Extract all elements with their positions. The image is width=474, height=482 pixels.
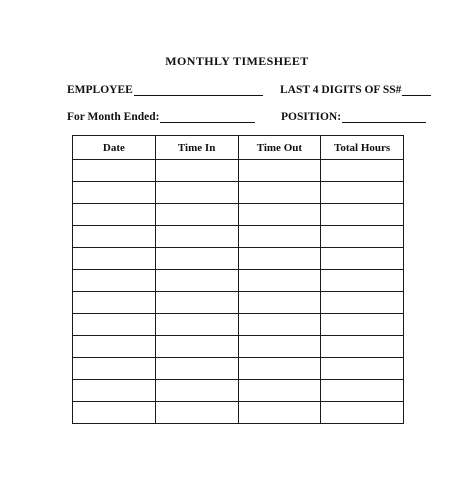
table-row [73, 204, 404, 226]
cell-time-in[interactable] [155, 314, 238, 336]
cell-total-hours[interactable] [321, 160, 404, 182]
cell-time-out[interactable] [238, 292, 321, 314]
employee-field [67, 83, 263, 96]
table-row [73, 182, 404, 204]
ssn-field [280, 83, 431, 96]
cell-time-out[interactable] [238, 358, 321, 380]
position-field [281, 110, 426, 123]
cell-date[interactable] [73, 160, 156, 182]
cell-time-out[interactable] [238, 336, 321, 358]
table-row [73, 160, 404, 182]
table-body [73, 160, 404, 424]
cell-total-hours[interactable] [321, 314, 404, 336]
cell-time-out[interactable] [238, 204, 321, 226]
cell-total-hours[interactable] [321, 204, 404, 226]
cell-time-in[interactable] [155, 402, 238, 424]
cell-date[interactable] [73, 292, 156, 314]
cell-total-hours[interactable] [321, 358, 404, 380]
column-header-total-hours: Total Hours [321, 136, 404, 160]
cell-date[interactable] [73, 270, 156, 292]
cell-time-in[interactable] [155, 336, 238, 358]
cell-total-hours[interactable] [321, 380, 404, 402]
table-row [73, 270, 404, 292]
month-ended-input-line[interactable] [160, 110, 255, 123]
cell-date[interactable] [73, 402, 156, 424]
table-row [73, 226, 404, 248]
cell-total-hours[interactable] [321, 226, 404, 248]
employee-label: EMPLOYEE [67, 84, 133, 96]
cell-time-out[interactable] [238, 402, 321, 424]
table-row [73, 380, 404, 402]
cell-time-out[interactable] [238, 182, 321, 204]
month-ended-label: For Month Ended: [67, 111, 160, 123]
table-row [73, 358, 404, 380]
cell-time-in[interactable] [155, 160, 238, 182]
cell-total-hours[interactable] [321, 270, 404, 292]
cell-time-in[interactable] [155, 380, 238, 402]
month-ended-field [67, 110, 255, 123]
cell-time-out[interactable] [238, 270, 321, 292]
cell-date[interactable] [73, 248, 156, 270]
cell-time-out[interactable] [238, 314, 321, 336]
cell-time-in[interactable] [155, 182, 238, 204]
cell-date[interactable] [73, 358, 156, 380]
cell-date[interactable] [73, 314, 156, 336]
cell-date[interactable] [73, 182, 156, 204]
position-input-line[interactable] [342, 110, 426, 123]
cell-date[interactable] [73, 336, 156, 358]
cell-total-hours[interactable] [321, 182, 404, 204]
cell-date[interactable] [73, 380, 156, 402]
table-row [73, 314, 404, 336]
employee-input-line[interactable] [134, 83, 263, 96]
timesheet-table [72, 135, 404, 424]
position-label: POSITION: [281, 111, 342, 123]
column-header-time-in: Time In [155, 136, 238, 160]
ssn-input-line[interactable] [402, 83, 431, 96]
cell-time-out[interactable] [238, 160, 321, 182]
cell-total-hours[interactable] [321, 292, 404, 314]
cell-time-out[interactable] [238, 248, 321, 270]
cell-time-in[interactable] [155, 292, 238, 314]
cell-total-hours[interactable] [321, 336, 404, 358]
cell-time-in[interactable] [155, 248, 238, 270]
cell-time-in[interactable] [155, 270, 238, 292]
table-row [73, 248, 404, 270]
cell-total-hours[interactable] [321, 402, 404, 424]
cell-time-in[interactable] [155, 358, 238, 380]
table-header-row [73, 136, 404, 160]
cell-time-in[interactable] [155, 204, 238, 226]
cell-time-out[interactable] [238, 380, 321, 402]
page-title: MONTHLY TIMESHEET [165, 54, 309, 68]
column-header-time-out: Time Out [238, 136, 321, 160]
ssn-label: LAST 4 DIGITS OF SS# [280, 84, 402, 96]
cell-date[interactable] [73, 204, 156, 226]
cell-time-in[interactable] [155, 226, 238, 248]
table-row [73, 336, 404, 358]
cell-total-hours[interactable] [321, 248, 404, 270]
cell-date[interactable] [73, 226, 156, 248]
column-header-date: Date [73, 136, 156, 160]
table-row [73, 402, 404, 424]
cell-time-out[interactable] [238, 226, 321, 248]
table-row [73, 292, 404, 314]
